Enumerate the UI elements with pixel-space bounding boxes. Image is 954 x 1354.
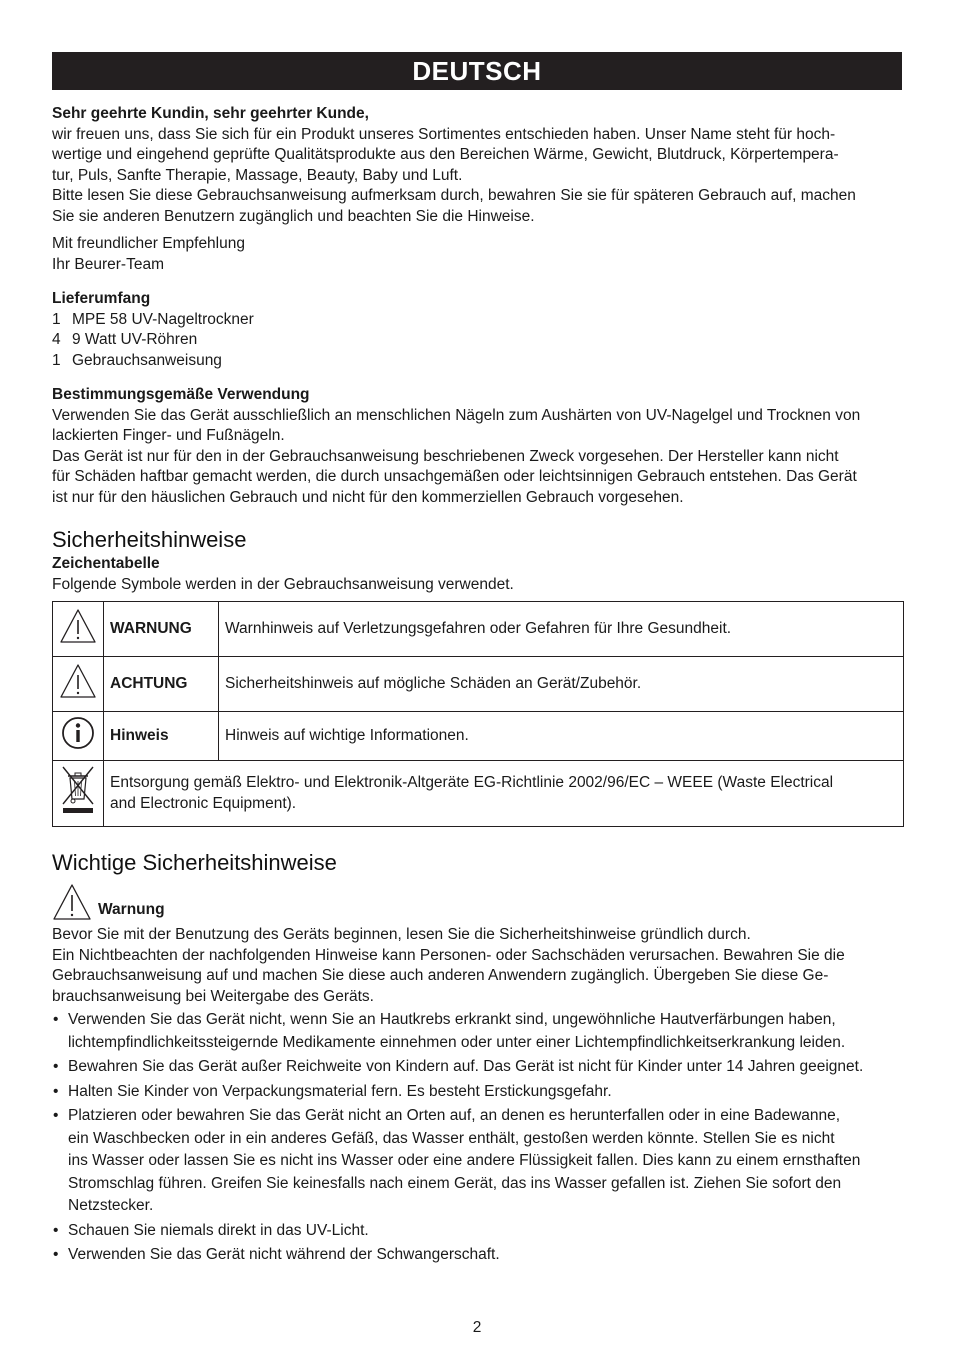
text-line: Bitte lesen Sie diese Gebrauchsanweisung aufmerksam durch, bewahren Sie sie für späteren Gebrauch auf, machen [52,187,856,204]
item-quantity: 4 [52,331,61,348]
intro-paragraph-1 [52,125,902,187]
closing-line: Mit freundlicher Empfehlung [52,235,245,252]
list-item [52,1244,902,1267]
symbol-cell [53,602,104,657]
intro-paragraph-2 [52,186,902,227]
language-banner: DEUTSCH [52,52,902,90]
warning-triangle-icon [52,883,92,921]
info-icon [60,715,96,751]
text-line: ins Wasser oder lassen Sie es nicht ins Wasser oder eine andere Flüssigkeit fallen. Dies kann zu einem ernsthaften [68,1152,861,1169]
text-line: Gebrauchsanweisung auf und machen Sie diese auch anderen Anwendern zugänglich. Übergeben Sie diese Ge- [52,967,829,984]
zeichentabelle-intro: Folgende Symbole werden in der Gebrauchsanweisung verwendet. [52,575,514,593]
text-line: Ein Nichtbeachten der nachfolgenden Hinweise kann Personen- oder Sachschäden verursachen. Bewahren Sie die [52,946,845,964]
page-number: 2 [472,1319,482,1336]
text-line: Das Gerät ist nur für den in der Gebrauchsanweisung beschriebenen Zweck vorgesehen. Der Hersteller kann nicht [52,447,839,465]
verwendung-text [52,406,902,509]
symbol-label: ACHTUNG [104,657,219,712]
warning-triangle-icon [59,662,97,700]
text-line: Verwenden Sie das Gerät ausschließlich an menschlichen Nägeln zum Aushärten von UV-Nagelgel und Trocknen von [52,406,861,424]
symbol-cell [53,712,104,761]
list-item [52,310,902,331]
text-line: and Electronic Equipment). [110,794,297,812]
warnung-intro [52,925,902,1007]
manual-page [52,52,902,1269]
lieferumfang-list [52,310,902,372]
item-text: Gebrauchsanweisung [72,351,222,369]
list-item [52,1081,902,1104]
text-line: ein Waschbecken oder in ein anderes Gefäß, das Wasser enthält, gestoßen werden könnte. Stellen Sie es nicht [68,1129,835,1147]
list-item [52,330,902,351]
text-line: • Schauen Sie niemals direkt in das UV-Licht. [68,1221,369,1239]
list-item [52,1009,902,1054]
symbol-description: Hinweis auf wichtige Informationen. [219,712,904,761]
symbol-cell [53,761,104,827]
zeichentabelle-heading: Zeichentabelle [52,555,160,572]
table-row [53,712,904,761]
list-item [52,351,902,372]
greeting: Sehr geehrte Kundin, sehr geehrter Kunde, [52,105,369,122]
text-line: Bevor Sie mit der Benutzung des Geräts beginnen, lesen Sie die Sicherheitshinweise gründlich durch. [52,926,751,943]
symbol-cell [53,657,104,712]
closing-signature: Ihr Beurer-Team [52,255,164,273]
text-line: • Verwenden Sie das Gerät nicht, wenn Sie an Hautkrebs erkrankt sind, ungewöhnliche Hautverfärbungen haben, [68,1011,836,1028]
closing [52,234,902,275]
weee-bin-icon [60,764,96,816]
text-line: lichtempfindlichkeitssteigernde Medikamente einnehmen oder unter einer Lichtempfindlichkeitserkrankung leiden. [68,1033,846,1051]
item-text: 9 Watt UV-Röhren [72,331,198,348]
list-item [52,1105,902,1218]
text-line: • Bewahren Sie das Gerät außer Reichweite von Kindern auf. Das Gerät ist nicht für Kinder unter 14 Jahren geeignet. [68,1058,864,1075]
symbol-description: Warnhinweis auf Verletzungsgefahren oder Gefahren für Ihre Gesundheit. [219,602,904,657]
text-line: • Platzieren oder bewahren Sie das Gerät nicht an Orten auf, an denen es herunterfallen oder in eine Badewanne, [68,1107,841,1124]
text-line: wir freuen uns, dass Sie sich für ein Produkt unseres Sortimentes entschieden haben. Unser Name steht für hoch- [52,125,836,143]
text-line: wertige und eingehend geprüfte Qualitätsprodukte aus den Bereichen Wärme, Gewicht, Blutdruck, Körpertempera- [52,146,839,163]
text-line: tur, Puls, Sanfte Therapie, Massage, Beauty, Baby und Luft. [52,166,463,184]
text-line: für Schäden haftbar gemacht werden, die durch unsachgemäßen oder leichtsinnigen Gebrauch entstehen. Das Gerät [52,468,857,485]
item-quantity: 1 [52,310,61,328]
lieferumfang-heading: Lieferumfang [52,290,151,307]
table-row [53,761,904,827]
item-text: MPE 58 UV-Nageltrockner [72,310,254,328]
symbol-table [52,601,904,827]
safety-bullet-list [52,1009,902,1267]
symbol-label: Hinweis [104,712,219,761]
wichtige-sicherheitshinweise-heading: Wichtige Sicherheitshinweise [52,850,337,875]
verwendung-heading: Bestimmungsgemäße Verwendung [52,386,310,403]
warning-triangle-icon [59,607,97,645]
text-line: ist nur für den häuslichen Gebrauch und nicht für den kommerziellen Gebrauch vorgesehen. [52,488,684,506]
warning-label [52,883,902,921]
text-line: lackierten Finger- und Fußnägeln. [52,427,285,444]
text-line: • Halten Sie Kinder von Verpackungsmaterial fern. Es besteht Erstickungsgefahr. [68,1082,612,1100]
sicherheitshinweise-heading: Sicherheitshinweise [52,527,247,552]
text-line: Stromschlag führen. Greifen Sie keinesfalls nach einem Gerät, das ins Wasser gefallen ist. Ziehen Sie sofort den [68,1174,842,1192]
text-line: Entsorgung gemäß Elektro- und Elektronik-Altgeräte EG-Richtlinie 2002/96/EC – WEEE (Waste Electrical [110,774,834,791]
symbol-description [104,761,904,827]
list-item [52,1220,902,1243]
list-item [52,1056,902,1079]
text-line: brauchsanweisung bei Weitergabe des Geräts. [52,987,374,1005]
text-line: Netzstecker. [68,1197,154,1214]
symbol-label: WARNUNG [104,602,219,657]
item-quantity: 1 [52,351,61,369]
symbol-description: Sicherheitshinweis auf mögliche Schäden an Gerät/Zubehör. [219,657,904,712]
text-line: • Verwenden Sie das Gerät nicht während der Schwangerschaft. [68,1246,500,1263]
table-row [53,602,904,657]
table-row [53,657,904,712]
text-line: Sie sie anderen Benutzern zugänglich und beachten Sie die Hinweise. [52,207,535,225]
warning-label-text: Warnung [98,900,165,918]
